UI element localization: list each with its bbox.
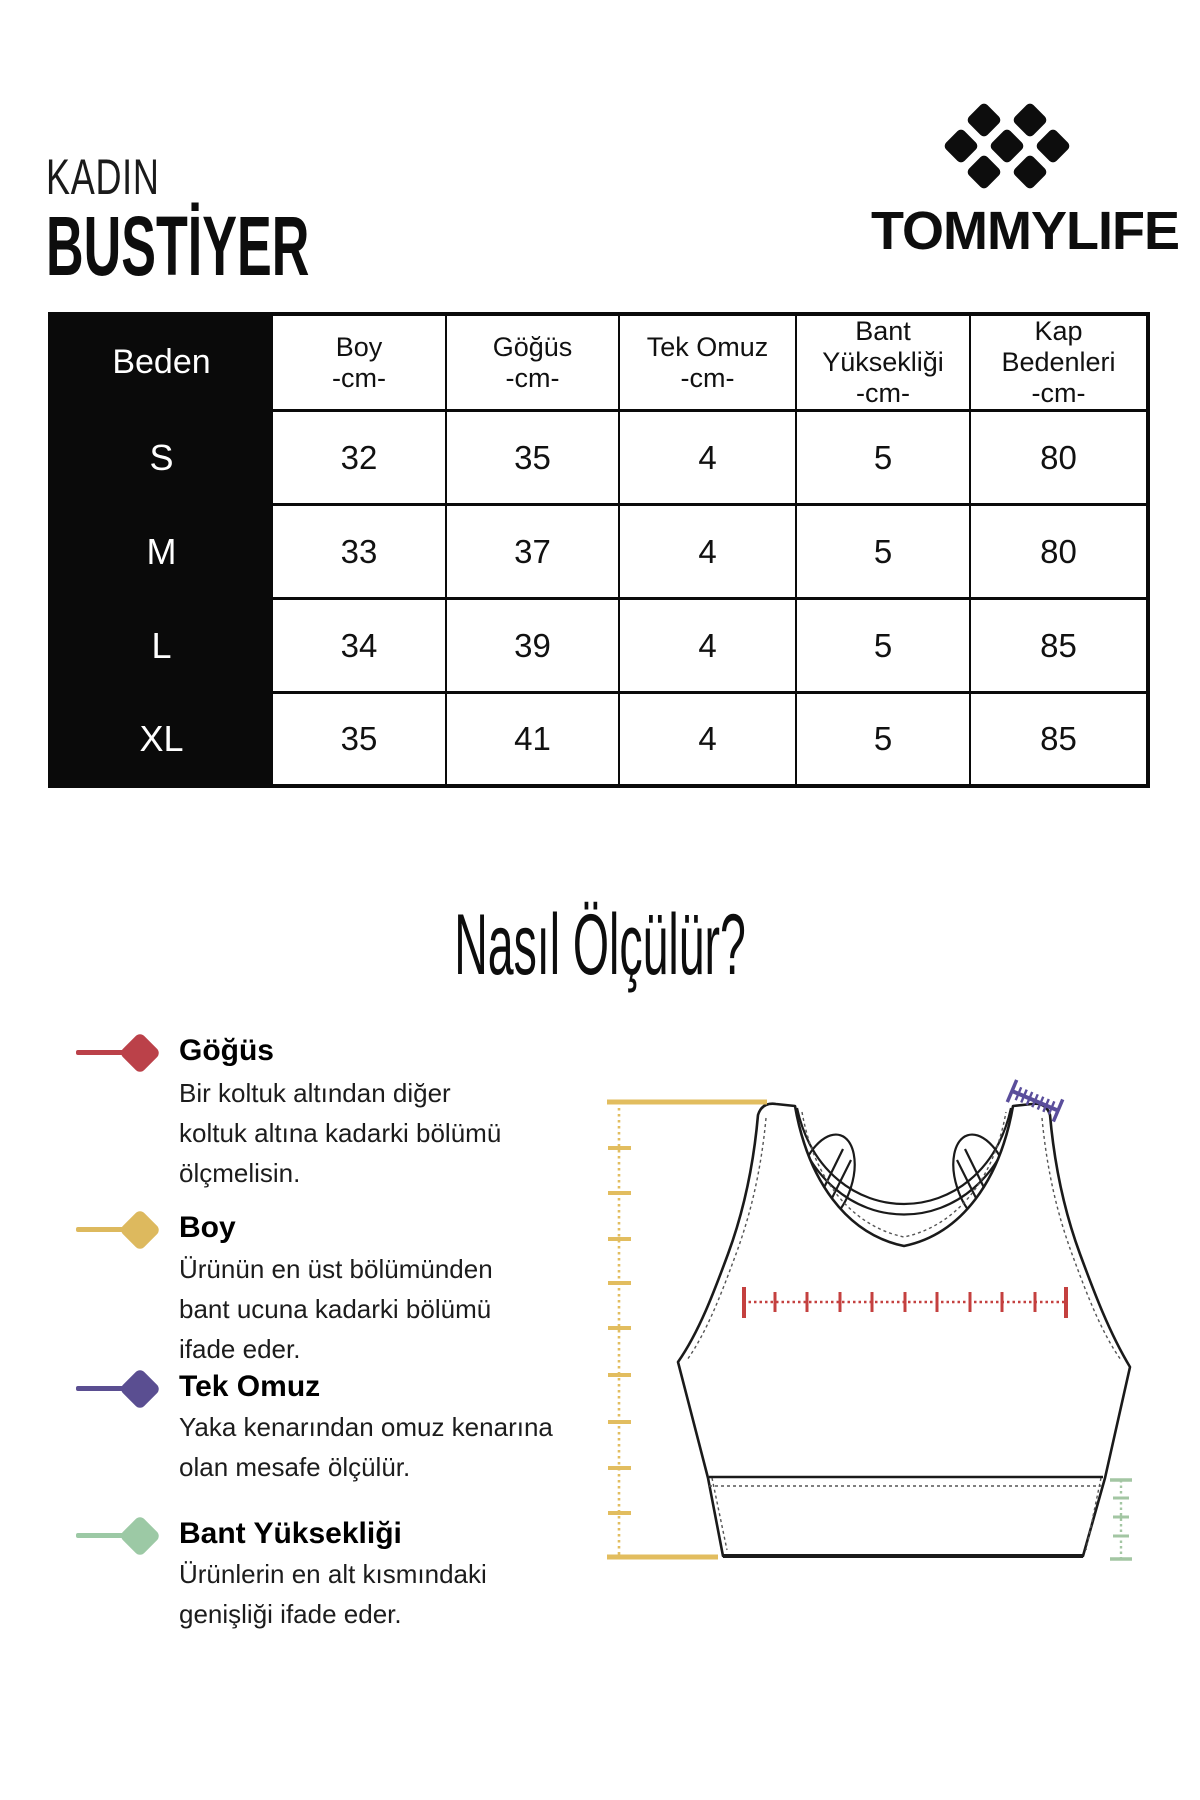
diamond-icon	[119, 1515, 161, 1557]
table-cell: 41	[447, 694, 618, 784]
table-row-size-label: M	[52, 506, 271, 597]
logo-diamond-icon	[1012, 154, 1049, 191]
legend-description: Ürünün en üst bölümünden bant ucuna kadarki bölümü ifade eder.	[179, 1254, 493, 1364]
logo-diamond-icon	[966, 154, 1003, 191]
size-table-header-tek-omuz: Tek Omuz -cm-	[620, 316, 795, 409]
legend-title: Tek Omuz	[179, 1370, 321, 1403]
size-table-header-beden: Beden	[52, 316, 271, 409]
table-cell: 39	[447, 600, 618, 691]
bustier-measurement-diagram	[560, 1060, 1200, 1640]
bant-yuksekligi-ruler	[1110, 1480, 1132, 1559]
legend-description: Ürünlerin en alt kısmındaki genişliği ifade eder.	[179, 1559, 487, 1629]
table-cell: 80	[971, 506, 1146, 597]
table-cell: 35	[447, 412, 618, 503]
brand-name: TOMMYLIFE	[871, 201, 1179, 261]
legend-title: Boy	[179, 1211, 236, 1244]
diamond-icon	[119, 1032, 161, 1074]
table-cell: 4	[620, 412, 795, 503]
table-cell: 33	[273, 506, 445, 597]
table-cell: 5	[797, 506, 969, 597]
size-table-header-gogus: Göğüs -cm-	[447, 316, 618, 409]
table-cell: 34	[273, 600, 445, 691]
table-cell: 37	[447, 506, 618, 597]
logo-diamond-icon	[943, 128, 980, 165]
size-table-header-kap-bedenleri: Kap Bedenleri -cm-	[971, 316, 1146, 409]
product-title: BUSTİYER	[46, 199, 310, 293]
table-cell: 4	[620, 694, 795, 784]
table-cell: 5	[797, 600, 969, 691]
bra-front-outline	[678, 1104, 1130, 1556]
table-row-size-label: L	[52, 600, 271, 691]
diamond-icon	[119, 1209, 161, 1251]
table-cell: 5	[797, 412, 969, 503]
logo-diamond-icon	[966, 102, 1003, 139]
table-cell: 85	[971, 600, 1146, 691]
size-table-header-bant-yuksekligi: Bant Yüksekliği -cm-	[797, 316, 969, 409]
table-row-size-label: XL	[52, 694, 271, 784]
legend-title: Bant Yüksekliği	[179, 1517, 402, 1550]
table-row-size-label: S	[52, 412, 271, 503]
diamond-icon	[119, 1368, 161, 1410]
how-to-measure-heading: Nasıl Ölçülür?	[454, 897, 746, 993]
logo-diamond-icon	[989, 128, 1026, 165]
table-cell: 35	[273, 694, 445, 784]
category-title: KADIN	[46, 149, 160, 205]
legend-title: Göğüs	[179, 1034, 274, 1067]
logo-diamond-icon	[1012, 102, 1049, 139]
logo-diamond-icon	[1035, 128, 1072, 165]
table-cell: 80	[971, 412, 1146, 503]
size-table	[48, 312, 1150, 788]
table-cell: 85	[971, 694, 1146, 784]
table-cell: 5	[797, 694, 969, 784]
legend-description: Bir koltuk altından diğer koltuk altına kadarki bölümü ölçmelisin.	[179, 1078, 502, 1188]
table-cell: 32	[273, 412, 445, 503]
table-cell: 4	[620, 600, 795, 691]
legend-description: Yaka kenarından omuz kenarına olan mesafe ölçülür.	[179, 1412, 553, 1482]
table-cell: 4	[620, 506, 795, 597]
size-table-header-boy: Boy -cm-	[273, 316, 445, 409]
